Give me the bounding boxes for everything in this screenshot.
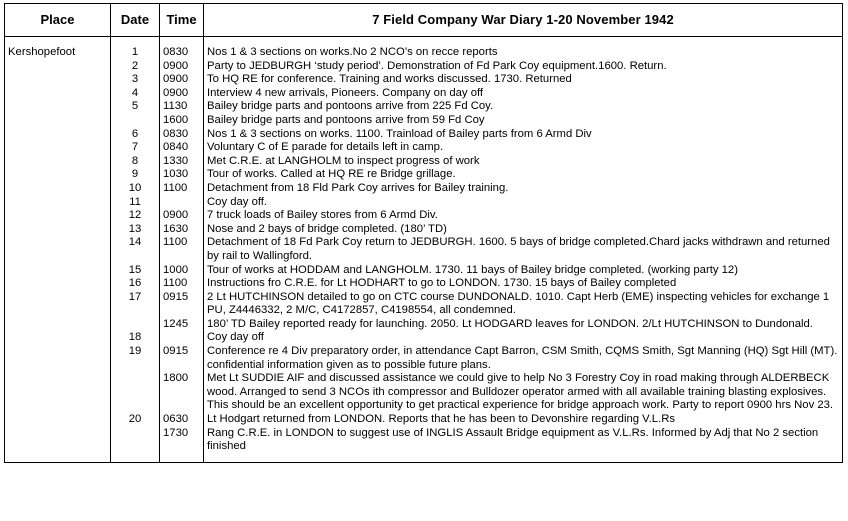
time-cell: 1130 [160, 100, 204, 114]
date-cell: 5 [111, 100, 160, 114]
table-row [5, 318, 843, 332]
date-cell: 8 [111, 155, 160, 169]
entry-cell: Tour of works at HODDAM and LANGHOLM. 1730. 11 bays of Bailey bridge completed. (working party 12) [204, 264, 843, 278]
entry-cell: Instructions fro C.R.E. for Lt HODHART to go to LONDON. 1730. 15 bays of Bailey completed [204, 277, 843, 291]
date-cell: 12 [111, 209, 160, 223]
table-row [5, 264, 843, 278]
place-cell [5, 155, 111, 169]
place-cell [5, 291, 111, 318]
place-header: Place [5, 4, 111, 37]
date-cell: 17 [111, 291, 160, 318]
table-row [5, 372, 843, 413]
date-cell: 10 [111, 182, 160, 196]
place-cell [5, 331, 111, 345]
date-cell: 14 [111, 236, 160, 263]
date-cell [111, 427, 160, 463]
time-cell: 0830 [160, 128, 204, 142]
table-row [5, 128, 843, 142]
time-cell: 0900 [160, 87, 204, 101]
place-cell [5, 209, 111, 223]
time-cell: 1100 [160, 277, 204, 291]
entry-cell: To HQ RE for conference. Training and works discussed. 1730. Returned [204, 73, 843, 87]
entry-cell: Detachment of 18 Fd Park Coy return to JEDBURGH. 1600. 5 bays of bridge completed.Chard jacks withdrawn and returned by rail to Wallingford. [204, 236, 843, 263]
place-cell [5, 277, 111, 291]
place-cell [5, 141, 111, 155]
entry-cell: Detachment from 18 Fld Park Coy arrives for Bailey training. [204, 182, 843, 196]
entry-cell: Met C.R.E. at LANGHOLM to inspect progress of work [204, 155, 843, 169]
date-cell: 18 [111, 331, 160, 345]
table-row [5, 37, 843, 60]
table-row [5, 277, 843, 291]
table-row [5, 60, 843, 74]
entry-cell: Bailey bridge parts and pontoons arrive from 225 Fd Coy. [204, 100, 843, 114]
date-cell [111, 372, 160, 413]
date-cell: 15 [111, 264, 160, 278]
table-row [5, 291, 843, 318]
entry-cell: Coy day off [204, 331, 843, 345]
entry-cell: 180’ TD Bailey reported ready for launching. 2050. Lt HODGARD leaves for LONDON. 2/Lt HUTCHINSON to Dundonald. [204, 318, 843, 332]
time-cell: 0900 [160, 209, 204, 223]
time-cell [160, 196, 204, 210]
date-cell: 11 [111, 196, 160, 210]
table-row [5, 168, 843, 182]
entry-cell: Nose and 2 bays of bridge completed. (180’ TD) [204, 223, 843, 237]
place-cell: Kershopefoot [5, 37, 111, 60]
time-cell: 1000 [160, 264, 204, 278]
place-cell [5, 413, 111, 427]
table-row [5, 155, 843, 169]
entry-cell: Nos 1 & 3 sections on works. 1100. Trainload of Bailey parts from 6 Armd Div [204, 128, 843, 142]
entry-cell: Bailey bridge parts and pontoons arrive from 59 Fd Coy [204, 114, 843, 128]
entry-cell: 7 truck loads of Bailey stores from 6 Armd Div. [204, 209, 843, 223]
entry-cell: Rang C.R.E. in LONDON to suggest use of INGLIS Assault Bridge equipment as V.L.Rs. Informed by Adj that No 2 section finished [204, 427, 843, 463]
time-cell: 0915 [160, 291, 204, 318]
table-row [5, 413, 843, 427]
place-cell [5, 60, 111, 74]
table-row [5, 223, 843, 237]
header-row [5, 4, 843, 37]
place-cell [5, 223, 111, 237]
entry-cell: 2 Lt HUTCHINSON detailed to go on CTC course DUNDONALD. 1010. Capt Herb (EME) inspecting vehicles for exchange 1 PU, Z4446332, 2 M/C, C4172857, C4198554, all condemned. [204, 291, 843, 318]
table-row [5, 141, 843, 155]
place-cell [5, 345, 111, 372]
place-cell [5, 128, 111, 142]
time-cell: 0900 [160, 60, 204, 74]
table-row [5, 331, 843, 345]
entry-cell: Met Lt SUDDIE AIF and discussed assistance we could give to help No 3 Forestry Coy in road making through ALDERBECK wood. Arranged to send 3 NCOs ith compressor and Bulldozer operator armed with all available training blasting explosives. This should be an excellent opportunity to get practical experience for bridge approach work. Party to report 0900 hrs Nov 23. [204, 372, 843, 413]
place-cell [5, 168, 111, 182]
table-row [5, 182, 843, 196]
date-cell: 6 [111, 128, 160, 142]
diary-entries [5, 37, 843, 463]
time-cell: 1600 [160, 114, 204, 128]
war-diary-table [4, 3, 843, 463]
date-cell: 7 [111, 141, 160, 155]
time-cell: 1030 [160, 168, 204, 182]
date-cell: 4 [111, 87, 160, 101]
time-cell: 1100 [160, 236, 204, 263]
place-cell [5, 182, 111, 196]
time-cell: 1100 [160, 182, 204, 196]
place-cell [5, 87, 111, 101]
date-cell [111, 318, 160, 332]
place-cell [5, 427, 111, 463]
table-row [5, 87, 843, 101]
place-cell [5, 372, 111, 413]
place-cell [5, 114, 111, 128]
time-cell: 1330 [160, 155, 204, 169]
time-cell: 1245 [160, 318, 204, 332]
date-cell: 16 [111, 277, 160, 291]
time-cell [160, 331, 204, 345]
place-cell [5, 236, 111, 263]
time-cell: 0900 [160, 73, 204, 87]
table-row [5, 196, 843, 210]
entry-cell: Conference re 4 Div preparatory order, in attendance Capt Barron, CSM Smith, CQMS Smith, Sgt Manning (HQ) Sgt Hill (MT). confidential information given as to possible future plans. [204, 345, 843, 372]
time-header: Time [160, 4, 204, 37]
entry-cell: Tour of works. Called at HQ RE re Bridge grillage. [204, 168, 843, 182]
entry-cell: Lt Hodgart returned from LONDON. Reports that he has been to Devonshire regarding V.L.Rs [204, 413, 843, 427]
time-cell: 0630 [160, 413, 204, 427]
date-cell: 13 [111, 223, 160, 237]
date-cell [111, 114, 160, 128]
time-cell: 0840 [160, 141, 204, 155]
date-cell: 1 [111, 37, 160, 60]
place-cell [5, 318, 111, 332]
time-cell: 0915 [160, 345, 204, 372]
place-cell [5, 264, 111, 278]
war-diary [4, 3, 843, 463]
entry-cell: Voluntary C of E parade for details left in camp. [204, 141, 843, 155]
table-row [5, 100, 843, 114]
table-row [5, 236, 843, 263]
entry-cell: Nos 1 & 3 sections on works.No 2 NCO’s on recce reports [204, 37, 843, 60]
place-cell [5, 196, 111, 210]
date-cell: 20 [111, 413, 160, 427]
time-cell: 1630 [160, 223, 204, 237]
date-cell: 9 [111, 168, 160, 182]
table-row [5, 345, 843, 372]
date-cell: 3 [111, 73, 160, 87]
date-cell: 19 [111, 345, 160, 372]
time-cell: 1730 [160, 427, 204, 463]
entry-cell: Coy day off. [204, 196, 843, 210]
date-cell: 2 [111, 60, 160, 74]
diary-title: 7 Field Company War Diary 1-20 November 1942 [204, 4, 843, 37]
place-cell [5, 73, 111, 87]
table-row [5, 209, 843, 223]
place-cell [5, 100, 111, 114]
entry-cell: Party to JEDBURGH ‘study period’. Demonstration of Fd Park Coy equipment.1600. Return. [204, 60, 843, 74]
date-header: Date [111, 4, 160, 37]
time-cell: 0830 [160, 37, 204, 60]
table-row [5, 114, 843, 128]
table-row [5, 427, 843, 463]
table-row [5, 73, 843, 87]
entry-cell: Interview 4 new arrivals, Pioneers. Company on day off [204, 87, 843, 101]
time-cell: 1800 [160, 372, 204, 413]
